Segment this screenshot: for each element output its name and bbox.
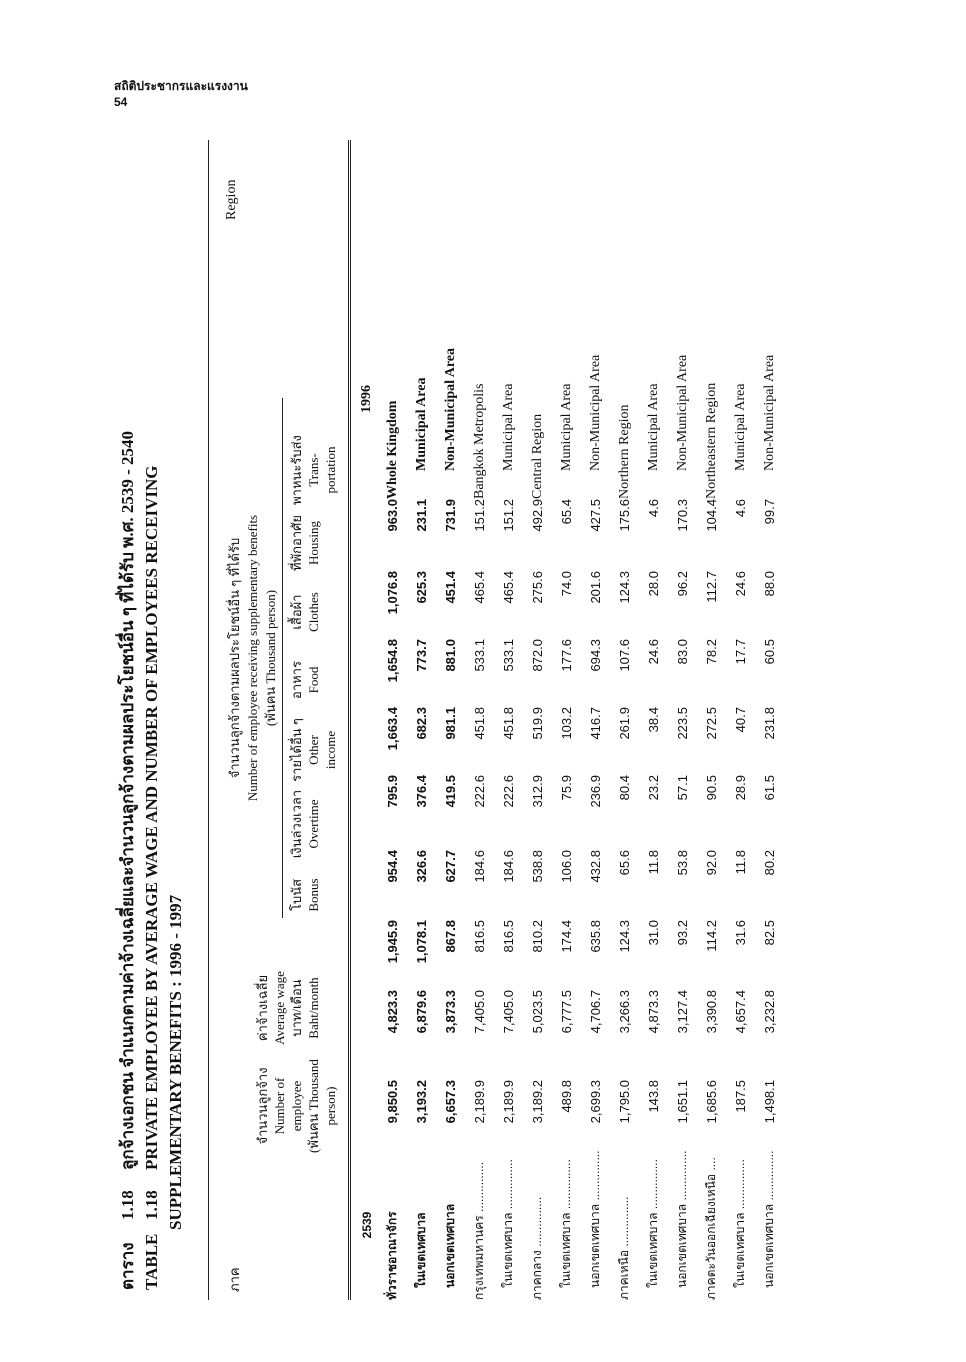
cell-value: 519.9 — [530, 707, 545, 740]
cell-value: 6,777.5 — [559, 990, 574, 1034]
cell-value: 99.7 — [762, 499, 777, 525]
group-header-th: จำนวนลูกจ้างตามผลประโยชน์อื่น ๆ ที่ได้รับ — [227, 537, 242, 779]
cell-value: 538.8 — [530, 850, 545, 883]
cell-value: 96.2 — [675, 571, 690, 597]
cell-value: 75.9 — [559, 775, 574, 801]
cell-value: 4,873.3 — [646, 990, 661, 1034]
food-header: อาหาร Food — [289, 661, 321, 699]
other-income-header: รายได้อื่น ๆ Other income — [289, 718, 338, 782]
cell-value: 151.2 — [501, 499, 516, 532]
table-title — [116, 140, 188, 1290]
cell-value: 272.5 — [704, 707, 719, 740]
page-number: 54 — [114, 95, 128, 109]
cell-value: 7,405.0 — [501, 990, 516, 1034]
cell-value: 261.9 — [617, 707, 632, 740]
row-label-en: Municipal Area — [500, 383, 516, 471]
cell-value: 236.9 — [588, 775, 603, 808]
cell-value: 201.6 — [588, 571, 603, 604]
cell-value: 174.4 — [559, 920, 574, 953]
cell-value: 451.4 — [443, 571, 458, 604]
data-table — [356, 299, 784, 1300]
cell-value: 24.6 — [733, 571, 748, 597]
cell-value: 9,850.5 — [385, 1080, 400, 1124]
table-row — [436, 299, 465, 1300]
cell-value: 694.3 — [588, 639, 603, 672]
row-label-th: ในเขตเทศบาล ............... — [501, 1159, 515, 1288]
table-row — [668, 299, 697, 1300]
title-label-th: ตาราง — [118, 1242, 137, 1290]
cell-value: 4,706.7 — [588, 990, 603, 1034]
cell-value: 816.5 — [501, 920, 516, 953]
cell-value: 635.8 — [588, 920, 603, 953]
cell-value: 816.5 — [472, 920, 487, 953]
cell-value: 184.6 — [472, 850, 487, 883]
table-row — [407, 299, 436, 1300]
row-label-th: ในเขตเทศบาล ............... — [559, 1159, 573, 1288]
table-row — [523, 299, 552, 1300]
cell-value: 2,189.9 — [472, 1080, 487, 1124]
cell-value: 773.7 — [414, 639, 429, 672]
cell-value: 57.1 — [675, 775, 690, 801]
cell-value: 187.5 — [733, 1080, 748, 1113]
table-row — [726, 299, 755, 1300]
group-header-en: Number of employee receiving supplementary benefits — [245, 514, 260, 802]
overtime-header: เงินล่วงเวลา Overtime — [289, 789, 321, 859]
cell-value: 61.5 — [762, 775, 777, 801]
cell-value: 11.8 — [646, 850, 661, 875]
cell-value: 31.0 — [646, 920, 661, 946]
bonus-header: โบนัส Bonus — [289, 878, 321, 912]
page-header — [114, 78, 248, 110]
cell-value: 326.6 — [414, 850, 429, 883]
cell-value: 80.2 — [762, 850, 777, 876]
transport-header: พาหนะรับส่ง Trans- portation — [289, 435, 338, 505]
cell-value: 731.9 — [443, 499, 458, 532]
row-label-th: นอกเขตเทศบาล — [443, 1203, 457, 1288]
row-label-th: ในเขตเทศบาล ............... — [733, 1159, 747, 1288]
row-label-th: นอกเขตเทศบาล ............... — [588, 1150, 602, 1288]
cell-value: 3,193.2 — [414, 1080, 429, 1124]
cell-value: 80.4 — [617, 775, 632, 801]
cell-value: 184.6 — [501, 850, 516, 883]
cell-value: 17.7 — [733, 639, 748, 665]
cell-value: 222.6 — [472, 775, 487, 808]
cell-value: 867.8 — [443, 920, 458, 953]
title-en-line1: PRIVATE EMPLOYEE BY AVERAGE WAGE AND NUMBER OF EMPLOYEES RECEIVING — [142, 465, 161, 1170]
cell-value: 106.0 — [559, 850, 574, 883]
cell-value: 223.5 — [675, 707, 690, 740]
cell-value: 82.5 — [762, 920, 777, 946]
cell-value: 231.1 — [414, 499, 429, 532]
group-header-unit: (พันคน Thousand person) — [263, 589, 278, 727]
cell-value: 31.6 — [733, 920, 748, 946]
cell-value: 451.8 — [472, 707, 487, 740]
cell-value: 872.0 — [530, 639, 545, 672]
cell-value: 4.6 — [733, 499, 748, 518]
top-rule — [208, 140, 209, 1300]
row-label-en: Northern Region — [616, 404, 632, 499]
cell-value: 93.2 — [675, 920, 690, 946]
cell-value: 3,127.4 — [675, 990, 690, 1034]
cell-value: 107.6 — [617, 639, 632, 672]
cell-value: 795.9 — [385, 775, 400, 808]
cell-value: 1,076.8 — [385, 571, 400, 615]
cell-value: 83.0 — [675, 639, 690, 665]
cell-value: 2,699.3 — [588, 1080, 603, 1124]
cell-value: 175.6 — [617, 499, 632, 532]
row-label-en: Non-Municipal Area — [761, 354, 777, 471]
cell-value: 38.4 — [646, 707, 661, 733]
group-underline — [282, 398, 283, 918]
row-label-en: Northeastern Region — [703, 382, 719, 499]
cell-value: 1,498.1 — [762, 1080, 777, 1124]
cell-value: 533.1 — [501, 639, 516, 672]
cell-value: 432.8 — [588, 850, 603, 883]
cell-value: 627.7 — [443, 850, 458, 883]
row-label-th: ทั่วราชอาณาจักร — [385, 1211, 399, 1300]
table-row — [378, 299, 407, 1300]
cell-value: 65.4 — [559, 499, 574, 525]
title-th: ลูกจ้างเอกชน จำแนกตามค่าจ้างเฉลี่ยและจำนวนลูกจ้างตามผลประโยชน์อื่น ๆ ที่ได้รับ พ.ศ. 2539 - 2540 — [118, 430, 137, 1170]
cell-value: 465.4 — [472, 571, 487, 604]
cell-value: 419.5 — [443, 775, 458, 808]
table-row — [610, 299, 639, 1300]
cell-value: 143.8 — [646, 1080, 661, 1113]
rotated-table-sheet — [116, 130, 896, 1300]
cell-value: 625.3 — [414, 571, 429, 604]
title-label-en: TABLE — [142, 1233, 161, 1290]
cell-value: 4,823.3 — [385, 990, 400, 1034]
cell-value: 60.5 — [762, 639, 777, 665]
cell-value: 682.3 — [414, 707, 429, 740]
cell-value: 28.9 — [733, 775, 748, 801]
cell-value: 78.2 — [704, 639, 719, 665]
row-label-en: Municipal Area — [645, 383, 661, 471]
cell-value: 4.6 — [646, 499, 661, 518]
region-header-en: Region — [224, 179, 239, 220]
row-label-en: Non-Municipal Area — [442, 347, 458, 471]
cell-value: 1,663.4 — [385, 707, 400, 751]
cell-value: 6,657.3 — [443, 1080, 458, 1124]
cell-value: 954.4 — [385, 850, 400, 883]
cell-value: 231.8 — [762, 707, 777, 740]
cell-value: 3,390.8 — [704, 990, 719, 1034]
cell-value: 124.3 — [617, 571, 632, 604]
table-row — [581, 299, 610, 1300]
cell-value: 88.0 — [762, 571, 777, 597]
row-label-en: Non-Municipal Area — [587, 354, 603, 471]
year-en: 1996 — [359, 385, 374, 413]
book-title: สถิติประชากรและแรงงาน — [114, 79, 248, 93]
cell-value: 151.2 — [472, 499, 487, 532]
year-th: 2539 — [360, 1211, 374, 1239]
title-en-line2: SUPPLEMENTARY BENEFITS : 1996 - 1997 — [166, 894, 185, 1230]
cell-value: 465.4 — [501, 571, 516, 604]
row-label-en: Non-Municipal Area — [674, 354, 690, 471]
cell-value: 222.6 — [501, 775, 516, 808]
cell-value: 114.2 — [704, 920, 719, 952]
table-row — [697, 299, 726, 1300]
title-number-th: 1.18 — [118, 1190, 137, 1220]
cell-value: 275.6 — [530, 571, 545, 604]
cell-value: 3,873.3 — [443, 990, 458, 1034]
cell-value: 24.6 — [646, 639, 661, 665]
row-label-en: Municipal Area — [732, 383, 748, 471]
cell-value: 1,654.8 — [385, 639, 400, 683]
region-header-th: ภาค — [227, 1267, 242, 1292]
cell-value: 90.5 — [704, 775, 719, 801]
row-label-th: ภาคกลาง ............... — [530, 1196, 544, 1300]
row-label-en: Central Region — [529, 413, 545, 499]
clothes-header: เสื้อผ้า Clothes — [289, 592, 321, 632]
cell-value: 312.9 — [530, 775, 545, 808]
cell-value: 492.9 — [530, 499, 545, 532]
cell-value: 489.8 — [559, 1080, 574, 1113]
cell-value: 28.0 — [646, 571, 661, 597]
cell-value: 7,405.0 — [472, 990, 487, 1034]
cell-value: 416.7 — [588, 707, 603, 740]
employee-header: จำนวนลูกจ้าง Number of employee (พันคน Thousand person) — [255, 1059, 338, 1153]
cell-value: 1,945.9 — [385, 920, 400, 964]
row-label-th: ภาคตะวันออกเฉียงเหนือ .... — [704, 1157, 718, 1300]
cell-value: 40.7 — [733, 707, 748, 733]
cell-value: 4,657.4 — [733, 990, 748, 1034]
cell-value: 3,189.2 — [530, 1080, 545, 1124]
table-row — [465, 299, 494, 1300]
table-row — [494, 299, 523, 1300]
row-label-th: นอกเขตเทศบาล ............... — [675, 1150, 689, 1288]
cell-value: 5,023.5 — [530, 990, 545, 1034]
cell-value: 92.0 — [704, 850, 719, 876]
cell-value: 1,651.1 — [675, 1080, 690, 1124]
table-row — [755, 299, 784, 1300]
cell-value: 6,879.6 — [414, 990, 429, 1034]
cell-value: 810.2 — [530, 920, 545, 953]
cell-value: 2,189.9 — [501, 1080, 516, 1124]
cell-value: 23.2 — [646, 775, 661, 801]
housing-header: ที่พักอาศัย Housing — [289, 515, 321, 571]
cell-value: 1,078.1 — [414, 920, 429, 964]
cell-value: 104.4 — [704, 499, 719, 532]
row-label-th: ในเขตเทศบาล ............... — [646, 1159, 660, 1288]
cell-value: 981.1 — [443, 707, 458, 740]
row-label-th: ในเขตเทศบาล — [414, 1212, 428, 1288]
cell-value: 65.6 — [617, 850, 632, 876]
cell-value: 170.3 — [675, 499, 690, 532]
cell-value: 1,795.0 — [617, 1080, 632, 1124]
row-label-en: Municipal Area — [413, 377, 429, 471]
cell-value: 3,266.3 — [617, 990, 632, 1034]
row-label-th: นอกเขตเทศบาล ............... — [762, 1150, 776, 1288]
cell-value: 427.5 — [588, 499, 603, 532]
cell-value: 451.8 — [501, 707, 516, 740]
cell-value: 376.4 — [414, 775, 429, 808]
row-label-en: Whole Kingdom — [384, 400, 400, 499]
table-row — [639, 299, 668, 1300]
cell-value: 11.8 — [733, 850, 748, 875]
row-label-en: Municipal Area — [558, 383, 574, 471]
cell-value: 112.7 — [704, 571, 719, 603]
cell-value: 3,232.8 — [762, 990, 777, 1034]
year-row — [356, 299, 378, 1300]
wage-header: ค่าจ้างเฉลี่ย Average wage บาท/เดือน Baht/month — [255, 971, 321, 1045]
cell-value: 963.0 — [385, 499, 400, 532]
cell-value: 124.3 — [617, 920, 632, 953]
table-row — [552, 299, 581, 1300]
table-body — [356, 299, 784, 1300]
cell-value: 177.6 — [559, 639, 574, 672]
cell-value: 1,685.6 — [704, 1080, 719, 1124]
title-number-en: 1.18 — [142, 1190, 161, 1220]
cell-value: 53.8 — [675, 850, 690, 876]
row-label-en: Bangkok Metropolis — [471, 383, 487, 499]
cell-value: 74.0 — [559, 571, 574, 597]
cell-value: 533.1 — [472, 639, 487, 672]
header-rule — [348, 140, 351, 1300]
row-label-th: กรุงเทพมหานคร ............... — [472, 1161, 486, 1300]
cell-value: 881.0 — [443, 639, 458, 672]
cell-value: 103.2 — [559, 707, 574, 740]
row-label-th: ภาคเหนือ ............... — [617, 1196, 631, 1300]
